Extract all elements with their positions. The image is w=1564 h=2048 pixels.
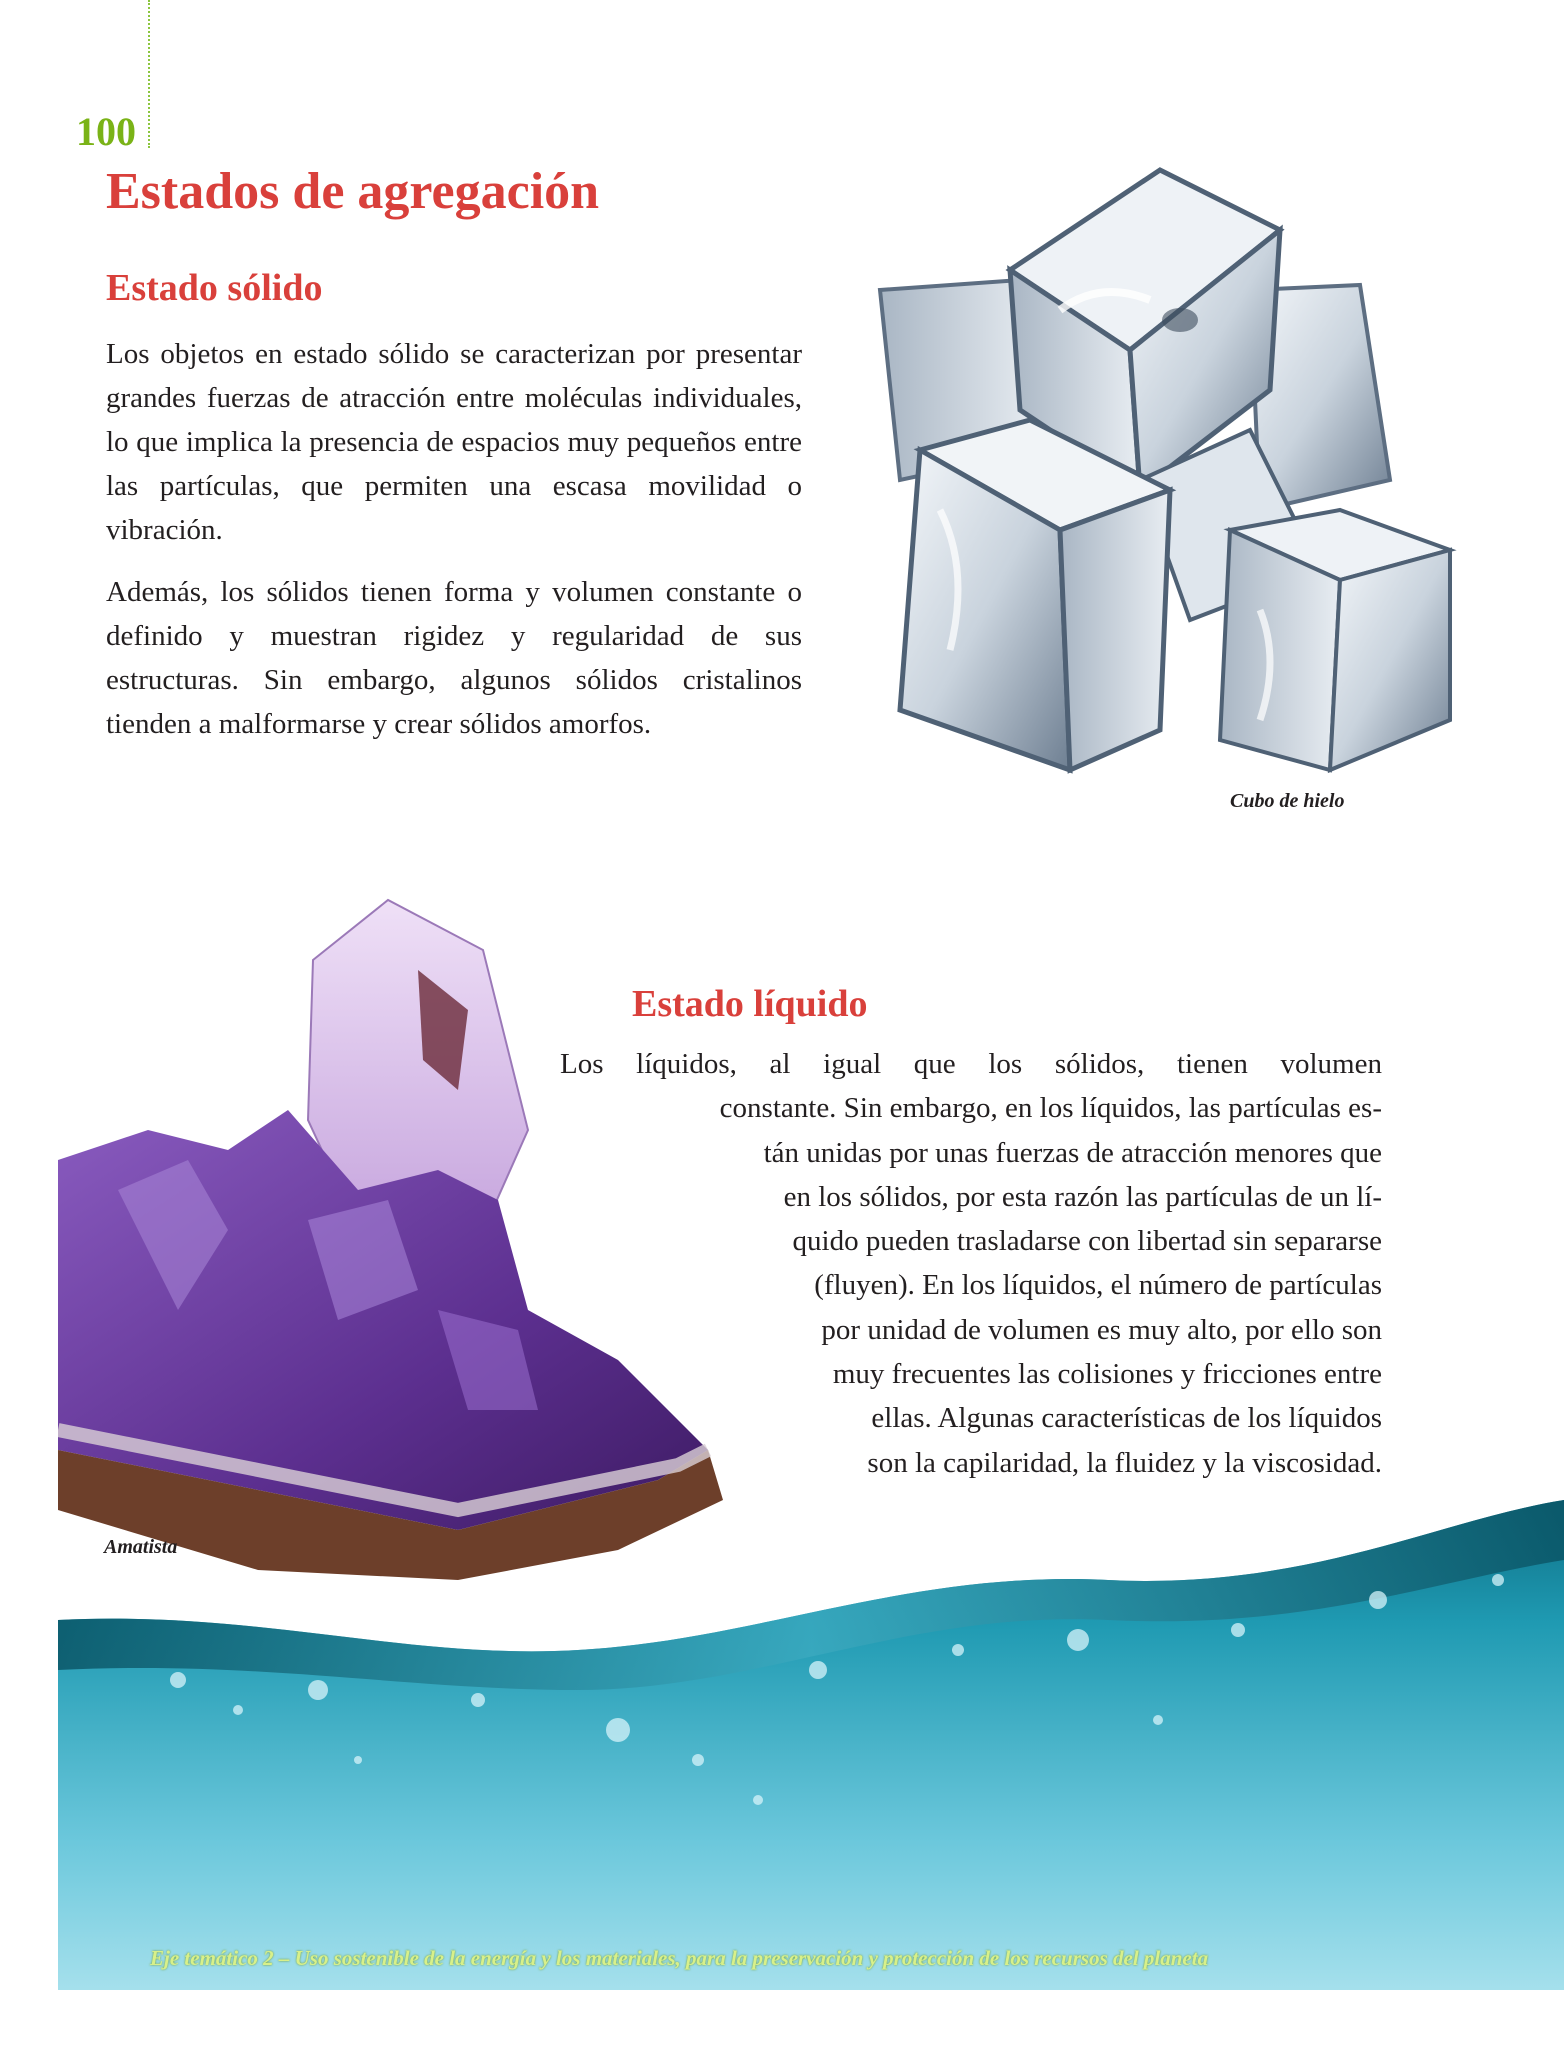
liquid-line: Los líquidos, al igual que los sólidos, tienen volumen: [560, 1048, 1382, 1080]
margin-rule: [148, 0, 150, 148]
solid-paragraph-2: Además, los sólidos tienen forma y volumen constante o definido y muestran rigidez y regularidad de sus estructuras. Sin embargo, algunos sólidos cristalinos tienden a malformarse y crear sólidos amorfos.: [106, 576, 802, 740]
liquid-line: ellas. Algunas características de los líquidos: [871, 1402, 1382, 1435]
footer-theme-axis: Eje temático 2 – Uso sostenible de la energía y los materiales, para la preservación y protección de los recursos del planeta: [150, 1946, 1209, 1970]
liquid-paragraph: [560, 1042, 1382, 1485]
page-title: Estados de agregación: [106, 163, 600, 220]
solid-paragraph-1: Los objetos en estado sólido se caracterizan por presentar grandes fuerzas de atracción entre moléculas individuales, lo que implica la presencia de espacios muy pequeños entre las partículas, que permiten una escasa movilidad o vibración.: [106, 338, 802, 546]
liquid-line: tán unidas por unas fuerzas de atracción menores que: [763, 1136, 1382, 1169]
amethyst-caption: Amatista: [104, 1536, 178, 1558]
ice-caption: Cubo de hielo: [1230, 790, 1345, 812]
liquid-line: en los sólidos, por esta razón las partículas de un lí-: [783, 1180, 1382, 1213]
liquid-line: quido pueden trasladarse con libertad sin separarse: [792, 1225, 1382, 1258]
liquid-line: son la capilaridad, la fluidez y la viscosidad.: [867, 1446, 1382, 1479]
ice-cubes-image: [860, 150, 1460, 790]
liquid-line: (fluyen). En los líquidos, el número de partículas: [814, 1269, 1382, 1302]
liquid-line: constante. Sin embargo, en los líquidos, las partículas es-: [719, 1092, 1382, 1125]
page-number: 100: [76, 109, 136, 154]
liquid-section-title: Estado líquido: [632, 983, 868, 1025]
liquid-line: muy frecuentes las colisiones y fricciones entre: [832, 1358, 1382, 1391]
solid-section-title: Estado sólido: [106, 267, 323, 309]
liquid-line: por unidad de volumen es muy alto, por ello son: [821, 1313, 1382, 1346]
water-image: [58, 1500, 1564, 1990]
